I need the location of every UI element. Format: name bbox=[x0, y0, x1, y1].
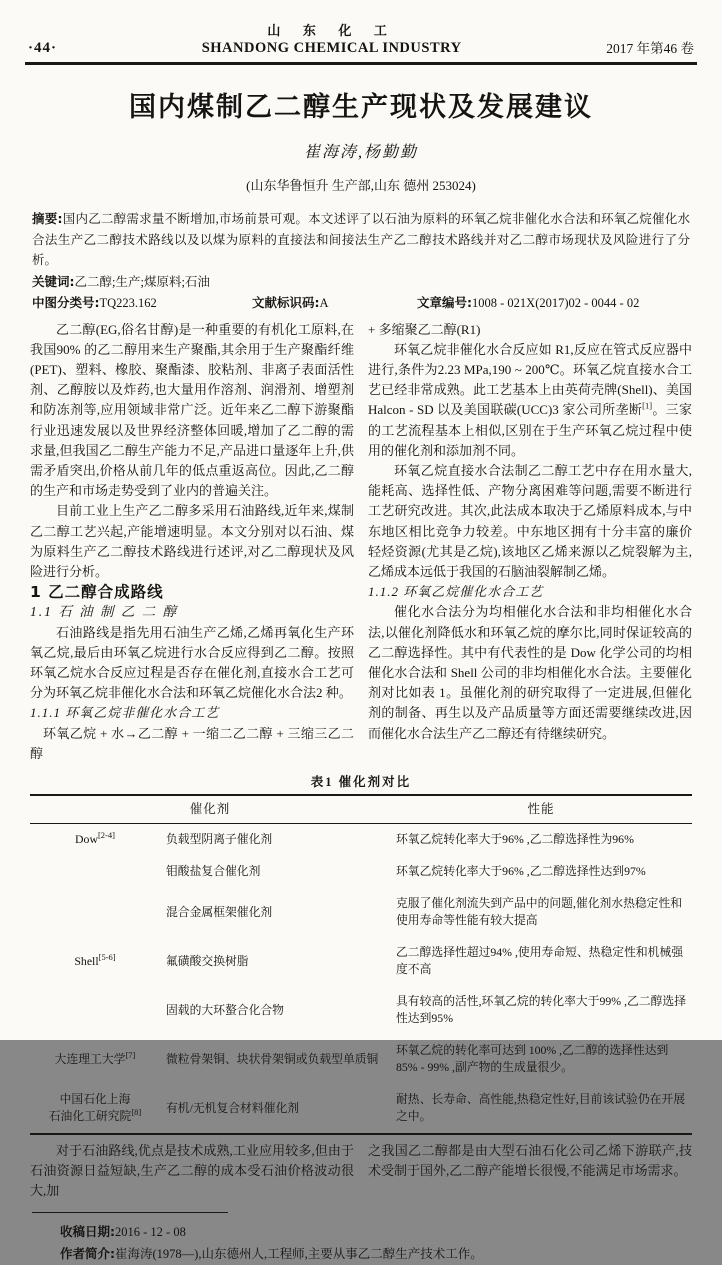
table-row bbox=[30, 823, 692, 856]
header-rule bbox=[25, 62, 697, 65]
classification-line bbox=[32, 293, 690, 314]
org-cell bbox=[30, 856, 160, 888]
org-cell bbox=[30, 986, 160, 1035]
citation-ref: [8] bbox=[131, 1107, 142, 1118]
catalyst-cell: 混合金属框架催化剂 bbox=[166, 904, 273, 919]
paragraph-direct-hydration-issues: 环氧乙烷直接水合法制乙二醇工艺中存在用水量大,能耗高、选择性低、产物分离困难等问题,需要不断进行工艺研究改进。其次,此法成本取决于乙烯原料成本,与中东地区相比竞争力较差。中东地区拥有十分丰富的廉价轻烃资源(尤其是乙烷),该地区乙烯来源以乙烷裂解为主,乙烯成本远低于我国的石脑油裂解制乙烯。 bbox=[368, 462, 692, 579]
body-columns-continued bbox=[30, 1141, 692, 1202]
received-date: 收稿日期:2016 - 12 - 08 bbox=[60, 1224, 186, 1240]
reaction-formula-continuation: + 多缩聚乙二醇(R1) bbox=[368, 321, 481, 337]
table-row bbox=[30, 986, 692, 1035]
keywords-text: 乙二醇;生产;煤原料;石油 bbox=[74, 274, 210, 289]
table-row bbox=[30, 1084, 692, 1134]
org-cell: Shell[5-6] bbox=[74, 952, 116, 968]
section-heading-1: 1 乙二醇合成路线 bbox=[30, 583, 164, 602]
paragraph-catalytic-hydration: 催化水合法分为均相催化水合法和非均相催化水合法,以催化剂降低水和环氧乙烷的摩尔比,同时保证较高的乙二醇选择性。其中有代表性的是 Dow 化学公司的均相催化水合法和 Shell 公司的非均相催化水合法。主要催化剂对比如表 1。虽催化剂的研究取得了一定进展,但催化剂的制备、再生以及产品质量等方面还需要继续改进,因而催化水合法生产乙二醇还有待继续研究。 bbox=[368, 604, 692, 741]
catalyst-cell: 有机/无机复合材料催化剂 bbox=[166, 1100, 300, 1115]
article-authors: 崔海涛,杨勤勤 bbox=[303, 144, 418, 161]
org-cell: Dow[2-4] bbox=[75, 830, 115, 847]
keywords bbox=[32, 272, 690, 293]
paragraph-overview: 目前工业上生产乙二醇多采用石油路线,近年来,煤制乙二醇工艺兴起,产能增速明显。本文分别对以石油、煤为原料生产乙二醇技术路线进行述评,对乙二醇现状及风险进行分析。 bbox=[30, 503, 354, 579]
body-columns bbox=[30, 320, 692, 764]
paragraph-noncatalytic: 环氧乙烷非催化水合反应如 R1,反应在管式反应器中进行,条件为2.23 MPa,190 ~ 200℃。环氧乙烷直接水合工艺已经非常成熟。此工艺基本上由英荷壳牌(Shell)、美国 Halcon - SD 以及美国联碳(UCC)3 家公司所垄断[1]。三家的工艺流程基本上相似,区别在于生产环氧乙烷过程中使用的催化剂和添加剂不同。 bbox=[368, 341, 692, 458]
catalyst-cell: 氟磺酸交换树脂 bbox=[166, 953, 249, 968]
table-caption: 表1 催化剂对比 bbox=[310, 774, 412, 789]
journal-name-english: SHANDONG CHEMICAL INDUSTRY bbox=[201, 40, 462, 56]
article-affiliation: (山东华鲁恒升 生产部,山东 德州 253024) bbox=[246, 178, 476, 193]
table-row bbox=[30, 937, 692, 986]
issue-info: 2017 年第46 卷 bbox=[606, 41, 694, 56]
column-header-catalyst: 催化剂 bbox=[30, 795, 390, 824]
abstract-text: 国内乙二醇需求量不断增加,市场前景可观。本文述评了以石油为原料的环氧乙烷非催化水合法和环氧乙烷催化水合法生产乙二醇技术路线以及以煤为原料的直接法和间接法生产乙二醇技术路线并对乙二醇市场现状及风险进行了分析。 bbox=[32, 212, 690, 267]
catalyst-cell: 负载型阴离子催化剂 bbox=[166, 832, 273, 847]
page-number: ·44· bbox=[28, 40, 58, 56]
author-bio: 作者简介:崔海涛(1978—),山东德州人,工程师,主要从事乙二醇生产技术工作。 bbox=[60, 1246, 483, 1262]
org-cell: 大连理工大学[7] bbox=[54, 1050, 136, 1066]
performance-cell: 乙二醇选择性超过94% ,使用寿命短、热稳定性和机械强度不高 bbox=[396, 945, 684, 977]
org-cell bbox=[30, 888, 160, 937]
citation-ref: [5-6] bbox=[98, 952, 116, 963]
org-cell: 中国石化上海 石油化工研究院[8] bbox=[48, 1092, 142, 1124]
table-row bbox=[30, 856, 692, 888]
catalyst-cell: 固载的大环螯合化合物 bbox=[166, 1002, 284, 1017]
table-row bbox=[30, 888, 692, 937]
citation-ref: [7] bbox=[125, 1050, 136, 1061]
left-column bbox=[30, 320, 354, 764]
performance-cell: 环氧乙烷的转化率可达到 100% ,乙二醇的选择性达到 85% - 99% ,副产物的生成量很少。 bbox=[396, 1043, 669, 1075]
clc-number: 中图分类号:TQ223.162 bbox=[32, 295, 157, 310]
section-heading-1-1: 1.1 石 油 制 乙 二 醇 bbox=[30, 604, 179, 620]
catalyst-cell: 微粒骨架铜、块状骨架铜或负载型单质铜 bbox=[166, 1051, 379, 1066]
performance-cell: 耐热、长寿命、高性能,热稳定性好,目前该试验仍在开展之中。 bbox=[396, 1092, 686, 1124]
catalyst-comparison-table bbox=[30, 794, 692, 1135]
table-header-row bbox=[30, 795, 692, 824]
journal-name-chinese: 山 东 化 工 bbox=[267, 24, 396, 39]
section-heading-1-1-1: 1.1.1 环氧乙烷非催化水合工艺 bbox=[30, 705, 220, 721]
catalyst-cell: 钼酸盐复合催化剂 bbox=[166, 864, 261, 879]
article-title: 国内煤制乙二醇生产现状及发展建议 bbox=[129, 92, 593, 123]
paragraph-petroleum-summary-left: 对于石油路线,优点是技术成熟,工业应用较多,但由于石油资源日益短缺,生产乙二醇的成本受石油价格波动很大,加 bbox=[30, 1142, 354, 1199]
right-column bbox=[368, 320, 692, 764]
performance-cell: 具有较高的活性,环氧乙烷的转化率大于99% ,乙二醇选择性达到95% bbox=[396, 994, 687, 1026]
paragraph-petroleum-route: 石油路线是指先用石油生产乙烯,乙烯再氧化生产环氧乙烷,最后由环氧乙烷进行水合反应得到乙二醇。按照环氧乙烷水合反应过程是否存在催化剂,直接水合工艺可分为环氧乙烷非催化水合法和环氧乙烷催化水合法2 种。 bbox=[30, 624, 354, 701]
paragraph-petroleum-summary-right: 之我国乙二醇都是由大型石油石化公司乙烯下游联产,技术受制于国外,乙二醇产能增长很慢,不能满足市场需求。 bbox=[368, 1142, 692, 1179]
citation-ref: [2-4] bbox=[97, 830, 115, 841]
section-heading-1-1-2: 1.1.2 环氧乙烷催化水合工艺 bbox=[368, 584, 544, 600]
document-code: 文献标识码:A bbox=[252, 295, 329, 310]
performance-cell: 环氧乙烷转化率大于96% ,乙二醇选择性为96% bbox=[396, 832, 634, 847]
reaction-formula-left: 环氧乙烷 + 水→乙二醇 + 一缩二乙二醇 + 三缩三乙二醇 bbox=[30, 725, 354, 761]
abstract-label: 摘要: bbox=[32, 211, 63, 226]
running-head bbox=[0, 0, 722, 57]
left-column-continued bbox=[30, 1141, 354, 1202]
footnote-block bbox=[60, 1221, 690, 1265]
article-id: 文章编号:1008 - 021X(2017)02 - 0044 - 02 bbox=[417, 295, 640, 310]
paragraph-intro: 乙二醇(EG,俗名甘醇)是一种重要的有机化工原料,在我国90% 的乙二醇用来生产聚酯,其余用于生产聚酯纤维(PET)、塑料、橡胶、聚酯漆、胶粘剂、非离子表面活性剂、乙醇胺以及炸药,也大量用作溶剂、润滑剂、增塑剂和防冻剂等,应用领域非常广泛。近年来乙二醇下游聚酯行业迅速发展以及世界经济整体回暖,增加了乙二醇的需求量,但我国乙二醇生产能力不足,产品进口量逐年上升,供需矛盾突出,价格从前几年的低点重返高位。因此,乙二醇的生产和市场走势受到了业内的普遍关注。 bbox=[30, 321, 354, 499]
citation-ref-1: [1] bbox=[642, 400, 653, 411]
keywords-label: 关键词: bbox=[32, 273, 75, 289]
performance-cell: 环氧乙烷转化率大于96% ,乙二醇选择性达到97% bbox=[396, 864, 646, 879]
journal-name-block bbox=[57, 20, 606, 57]
table-row bbox=[30, 1035, 692, 1084]
performance-cell: 克服了催化剂流失到产品中的问题,催化剂水热稳定性和使用寿命等性能有较大提高 bbox=[396, 896, 683, 928]
right-column-continued bbox=[368, 1141, 692, 1202]
article-meta bbox=[32, 209, 690, 314]
footnote-rule bbox=[32, 1212, 228, 1214]
column-header-performance: 性能 bbox=[390, 795, 692, 824]
abstract bbox=[32, 209, 690, 271]
